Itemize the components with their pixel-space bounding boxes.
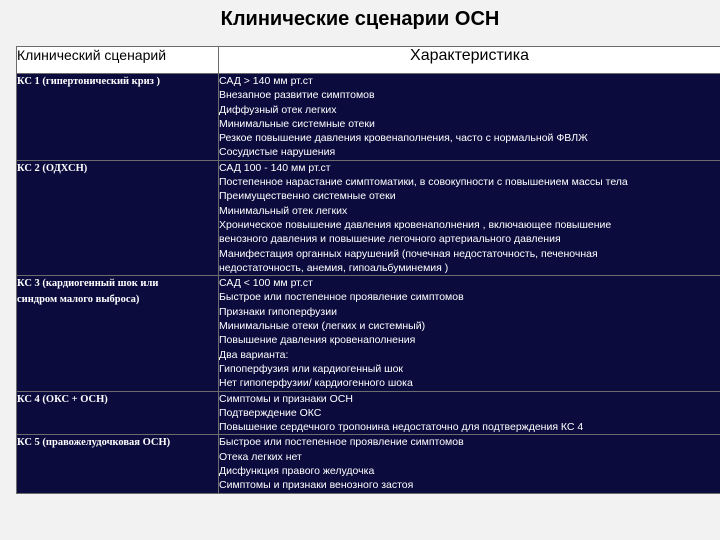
characteristic-line: Гипоперфузия или кардиогенный шок — [219, 362, 403, 375]
table-row — [17, 276, 720, 391]
table-row — [17, 435, 720, 493]
characteristic-line: Сосудистые нарушения — [219, 146, 336, 159]
characteristic-line: недостаточность, анемия, гипоальбуминемия ) — [219, 261, 449, 274]
table-body — [17, 74, 720, 494]
characteristic-line: Резкое повышение давления кровенаполнения, часто с нормальной ФВЛЖ — [219, 132, 588, 145]
characteristic-line: САД < 100 мм рт.ст — [219, 277, 313, 290]
characteristic-line: САД > 140 мм рт.ст — [219, 75, 313, 87]
scenario-cell — [17, 391, 219, 435]
characteristic-cell — [219, 276, 720, 391]
characteristic-line: Подтверждение ОКС — [219, 406, 322, 419]
scenario-cell — [17, 435, 219, 493]
characteristic-line: Быстрое или постепенное проявление симптомов — [219, 291, 464, 304]
scenario-label: КС 2 (ОДХСН) — [17, 162, 88, 174]
table-row — [17, 391, 720, 435]
characteristic-line: Повышение давления кровенаполнения — [219, 334, 416, 347]
scenario-label: КС 4 (ОКС + ОСН) — [17, 393, 108, 405]
characteristic-line: Симптомы и признаки венозного застоя — [219, 479, 414, 492]
characteristic-line: САД 100 - 140 мм рт.ст — [219, 161, 331, 174]
scenarios-table — [16, 46, 720, 494]
characteristic-line: Быстрое или постепенное проявление симптомов — [219, 436, 464, 449]
characteristic-line: Внезапное развитие симптомов — [219, 89, 375, 102]
characteristic-line: Хроническое повышение давления кровенаполнения , включающее повышение — [219, 218, 612, 231]
scenario-cell — [17, 160, 219, 275]
characteristic-line: венозного давления и повышение легочного артериального давления — [219, 233, 561, 246]
scenario-label: КС 1 (гипертонический криз ) — [17, 76, 160, 87]
scenario-label: КС 5 (правожелудочковая ОСН) — [17, 437, 171, 449]
header-scenario: Клинический сценарий — [17, 47, 219, 74]
table-header-row — [17, 47, 720, 74]
table-row — [17, 160, 720, 275]
characteristic-cell — [219, 160, 720, 275]
header-characteristic: Характеристика — [219, 47, 720, 74]
characteristic-line: Минимальные системные отеки — [219, 117, 375, 130]
scenario-label: КС 3 (кардиогенный шок или — [17, 278, 159, 290]
table-row — [17, 74, 720, 161]
characteristic-line: Два варианта: — [219, 348, 289, 361]
characteristic-line: Нет гипоперфузии/ кардиогенного шока — [219, 377, 413, 390]
characteristic-cell — [219, 391, 720, 435]
scenario-label: синдром малого выброса) — [17, 294, 140, 306]
characteristic-line: Признаки гипоперфузии — [219, 305, 337, 318]
characteristic-line: Минимальный отек легких — [219, 204, 348, 217]
characteristic-line: Отека легких нет — [219, 450, 302, 463]
characteristic-cell — [219, 435, 720, 493]
characteristic-line: Преимущественно системные отеки — [219, 190, 396, 203]
characteristic-line: Манифестация органных нарушений (почечная недостаточность, печеночная — [219, 247, 598, 260]
characteristic-cell — [219, 74, 720, 161]
characteristic-line: Дисфункция правого желудочка — [219, 465, 375, 478]
characteristic-line: Диффузный отек легких — [219, 103, 337, 116]
characteristic-line: Симптомы и признаки ОСН — [219, 392, 353, 405]
characteristic-line: Постепенное нарастание симптоматики, в совокупности с повышением массы тела — [219, 176, 628, 189]
characteristic-line: Минимальные отеки (легких и системный) — [219, 320, 426, 333]
scenario-cell — [17, 276, 219, 391]
characteristic-line: Повышение сердечного тропонина недостаточно для подтверждения КС 4 — [219, 421, 584, 434]
scenario-cell — [17, 74, 219, 161]
slide-title: Клинические сценарии ОСН — [220, 8, 500, 30]
